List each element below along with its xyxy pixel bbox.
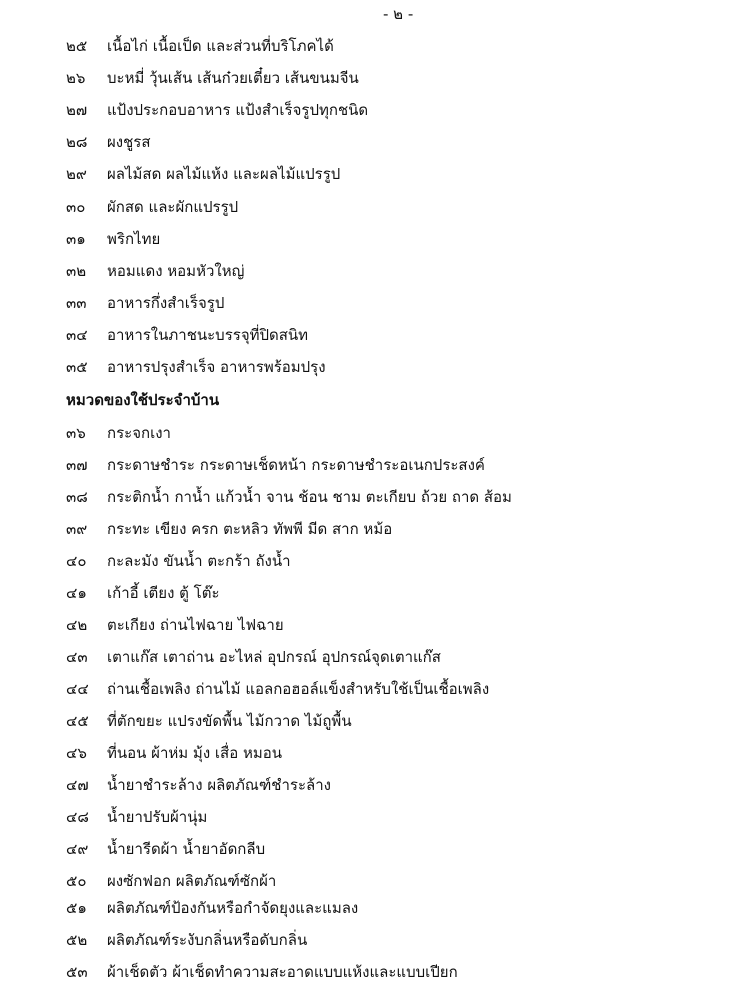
item-number: ๕๐ [66, 872, 87, 890]
item-number: ๓๖ [66, 424, 86, 442]
item-text: กระติกน้ำ กาน้ำ แก้วน้ำ จาน ช้อน ชาม ตะเกียบ ถ้วย ถาด ส้อม [107, 488, 512, 506]
item-number: ๔๓ [66, 648, 88, 666]
item-text: ตะเกียง ถ่านไฟฉาย ไฟฉาย [107, 616, 284, 634]
item-text: เนื้อไก่ เนื้อเป็ด และส่วนที่บริโภคได้ [107, 37, 334, 55]
item-text: กระดาษชำระ กระดาษเช็ดหน้า กระดาษชำระอเนกประสงค์ [107, 456, 485, 474]
item-text: ผ้าเช็ดตัว ผ้าเช็ดทำความสะอาดแบบแห้งและแบบเปียก [107, 963, 458, 981]
item-text: หอมแดง หอมหัวใหญ่ [107, 262, 245, 280]
item-text: อาหารในภาชนะบรรจุที่ปิดสนิท [107, 326, 309, 344]
item-number: ๓๐ [66, 198, 86, 216]
item-text: กะละมัง ขันน้ำ ตะกร้า ถังน้ำ [107, 552, 291, 570]
item-number: ๒๙ [66, 165, 87, 183]
item-text: ผงชูรส [107, 133, 151, 151]
item-number: ๔๕ [66, 712, 89, 730]
item-text: เตาแก๊ส เตาถ่าน อะไหล่ อุปกรณ์ อุปกรณ์จุดเตาแก๊ส [107, 648, 441, 666]
item-text: แป้งประกอบอาหาร แป้งสำเร็จรูปทุกชนิด [107, 101, 369, 119]
item-text: อาหารปรุงสำเร็จ อาหารพร้อมปรุง [107, 358, 326, 376]
item-text: ผลิตภัณฑ์ป้องกันหรือกำจัดยุงและแมลง [107, 899, 359, 917]
item-text: บะหมี่ วุ้นเส้น เส้นก๋วยเตี๋ยว เส้นขนมจีน [107, 69, 359, 87]
item-text: ผลไม้สด ผลไม้แห้ง และผลไม้แปรรูป [107, 165, 341, 183]
item-text: กระจกเงา [107, 424, 171, 442]
section-heading: หมวดของใช้ประจำบ้าน [66, 391, 220, 409]
item-number: ๓๕ [66, 358, 88, 376]
item-number: ๒๖ [66, 69, 86, 87]
item-text: น้ำยาชำระล้าง ผลิตภัณฑ์ชำระล้าง [107, 776, 331, 794]
item-number: ๒๗ [66, 101, 88, 119]
item-number: ๔๔ [66, 680, 89, 698]
item-text: ผักสด และผักแปรรูป [107, 198, 239, 216]
item-text: ผลิตภัณฑ์ระงับกลิ่นหรือดับกลิ่น [107, 931, 308, 949]
item-number: ๔๙ [66, 840, 89, 858]
item-number: ๒๘ [66, 133, 88, 151]
item-number: ๓๒ [66, 262, 87, 280]
item-number: ๒๕ [66, 37, 88, 55]
item-number: ๕๒ [66, 931, 88, 949]
item-text: ที่ตักขยะ แปรงขัดพื้น ไม้กวาด ไม้ถูพื้น [107, 712, 352, 730]
page-number: - ๒ - [383, 5, 414, 23]
item-number: ๔๒ [66, 616, 88, 634]
item-text: ที่นอน ผ้าห่ม มุ้ง เสื่อ หมอน [107, 744, 283, 762]
item-text: เก้าอี้ เตียง ตู้ โต๊ะ [107, 584, 220, 602]
item-number: ๔๖ [66, 744, 87, 762]
item-text: น้ำยารีดผ้า น้ำยาอัดกลีบ [107, 840, 266, 858]
item-number: ๓๘ [66, 488, 88, 506]
item-number: ๔๐ [66, 552, 87, 570]
item-number: ๓๓ [66, 294, 87, 312]
item-text: พริกไทย [107, 230, 161, 248]
item-number: ๓๙ [66, 520, 88, 538]
item-number: ๕๓ [66, 963, 88, 981]
item-number: ๓๔ [66, 326, 88, 344]
item-text: น้ำยาปรับผ้านุ่ม [107, 808, 208, 826]
item-number: ๔๑ [66, 584, 87, 602]
item-number: ๓๑ [66, 230, 86, 248]
item-number: ๕๑ [66, 899, 87, 917]
item-text: กระทะ เขียง ครก ตะหลิว ทัพพี มีด สาก หม้อ [107, 520, 393, 538]
item-number: ๔๗ [66, 776, 89, 794]
item-text: ผงซักฟอก ผลิตภัณฑ์ซักผ้า [107, 872, 277, 890]
item-number: ๓๗ [66, 456, 88, 474]
item-text: ถ่านเชื้อเพลิง ถ่านไม้ แอลกอฮอล์แข็งสำหรับใช้เป็นเชื้อเพลิง [107, 680, 490, 698]
item-number: ๔๘ [66, 808, 89, 826]
item-text: อาหารกึ่งสำเร็จรูป [107, 294, 225, 312]
